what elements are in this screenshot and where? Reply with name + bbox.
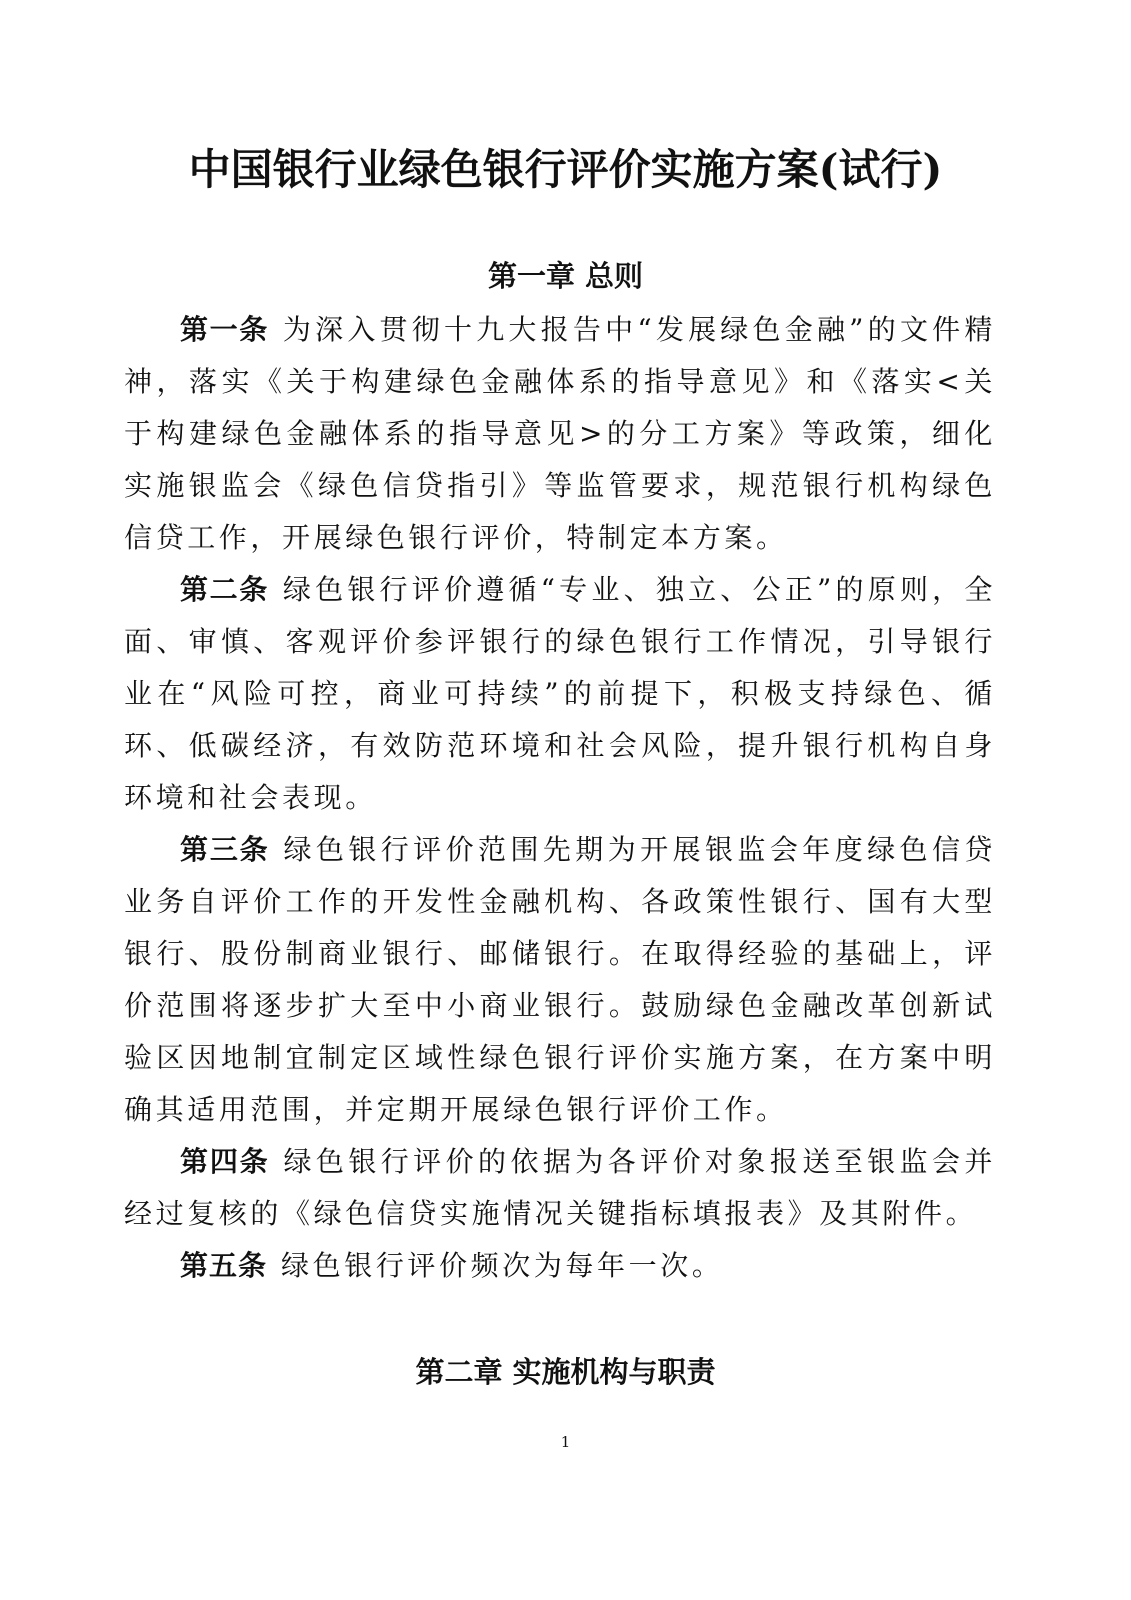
chapter-1-articles [124,304,996,1292]
chapter-heading-2: 第二章 实施机构与职责 [415,1355,716,1389]
chapter-heading-1: 第一章 总则 [487,259,644,293]
article-text: 绿色银行评价的依据为各评价对象报送至银监会并经过复核的《绿色信贷实施情况关键指标填报表》及其附件。 [124,1145,996,1230]
page-number: 1 [560,1433,571,1451]
article-2 [124,564,996,824]
article-5 [124,1240,996,1292]
article-text: 绿色银行评价遵循“专业、独立、公正”的原则，全面、审慎、客观评价参评银行的绿色银行工作情况，引导银行业在“风险可控，商业可持续”的前提下，积极支持绿色、循环、低碳经济，有效防范环境和社会风险，提升银行机构自身环境和社会表现。 [124,573,996,814]
article-label: 第二条 [180,573,269,606]
article-text: 绿色银行评价频次为每年一次。 [281,1249,724,1282]
article-label: 第四条 [180,1145,270,1178]
article-label: 第五条 [180,1249,268,1282]
document-title: 中国银行业绿色银行评价实施方案(试行) [188,145,943,194]
article-text: 为深入贯彻十九大报告中“发展绿色金融”的文件精神，落实《关于构建绿色金融体系的指导意见》和《落实<关于构建绿色金融体系的指导意见>的分工方案》等政策，细化实施银监会《绿色信贷指引》等监管要求，规范银行机构绿色信贷工作，开展绿色银行评价，特制定本方案。 [124,313,996,554]
article-3 [124,824,996,1136]
article-label: 第一条 [180,313,269,346]
article-4 [124,1136,996,1240]
article-text: 绿色银行评价范围先期为开展银监会年度绿色信贷业务自评价工作的开发性金融机构、各政策性银行、国有大型银行、股份制商业银行、邮储银行。在取得经验的基础上，评价范围将逐步扩大至中小商业银行。鼓励绿色金融改革创新试验区因地制宜制定区域性绿色银行评价实施方案，在方案中明确其适用范围，并定期开展绿色银行评价工作。 [124,833,996,1126]
article-1 [124,304,996,564]
article-label: 第三条 [180,833,270,866]
